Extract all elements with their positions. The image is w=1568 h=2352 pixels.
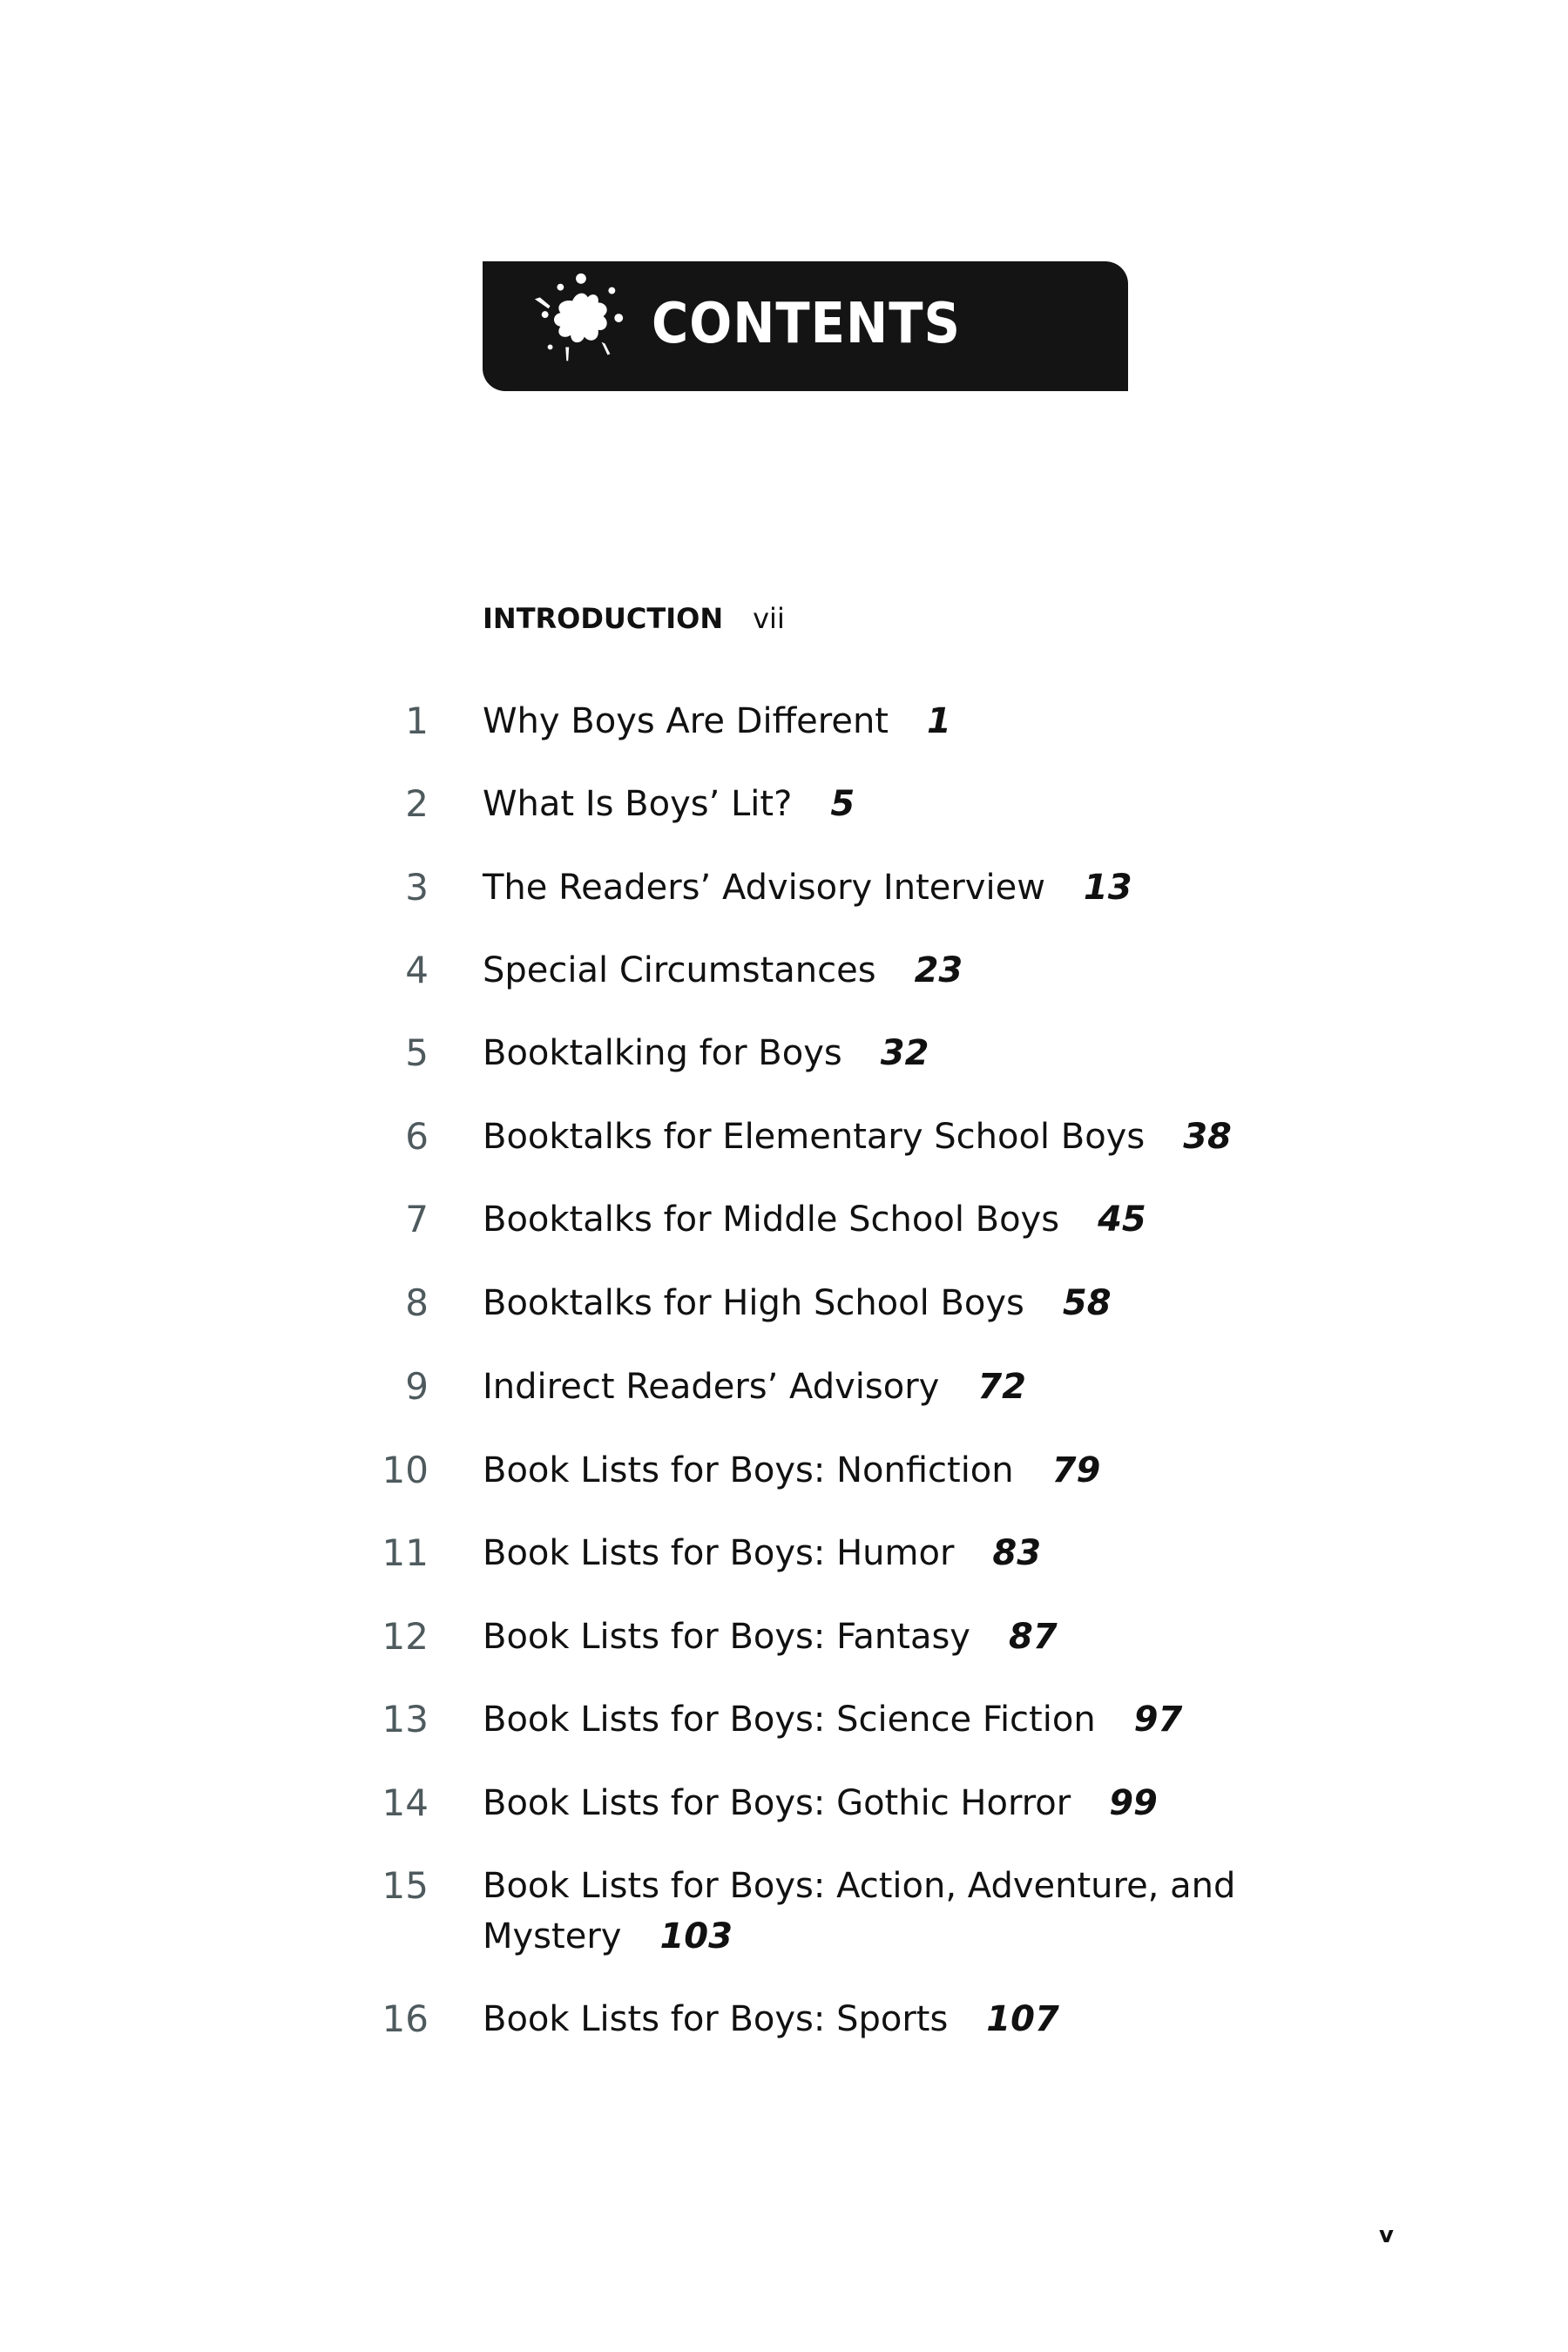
chapter-page: 45 (1098, 1200, 1146, 1240)
chapter-number: 8 (405, 1281, 429, 1324)
chapter-page: 83 (992, 1533, 1042, 1573)
chapter-number: 13 (382, 1698, 429, 1740)
chapter-page: 79 (1051, 1450, 1101, 1490)
chapter-title (483, 779, 855, 829)
chapter-page: 87 (1008, 1617, 1058, 1657)
chapter-number: 6 (405, 1115, 429, 1158)
chapter-number: 4 (405, 949, 429, 991)
chapter-number: 15 (382, 1864, 429, 1907)
chapter-number: 7 (405, 1198, 429, 1240)
chapter-title (483, 1861, 1267, 1962)
chapter-page: 58 (1062, 1283, 1112, 1323)
chapter-number: 10 (382, 1449, 429, 1491)
chapter-title (483, 1778, 1158, 1828)
chapter-title (483, 1445, 1100, 1496)
chapter-page: 32 (880, 1033, 929, 1073)
chapter-title (483, 1112, 1232, 1162)
chapter-title-text: Book Lists for Boys: Science Fiction (483, 1700, 1096, 1740)
chapter-title-text: Booktalks for High School Boys (483, 1283, 1024, 1323)
chapter-page: 1 (926, 701, 951, 741)
chapter-title-text: The Readers’ Advisory Interview (483, 868, 1045, 908)
chapter-number: 9 (405, 1365, 429, 1408)
chapter-title (483, 1694, 1182, 1745)
chapter-title-text: Book Lists for Boys: Sports (483, 1999, 949, 2039)
chapter-title-text: Book Lists for Boys: Gothic Horror (483, 1783, 1071, 1823)
chapter-title (483, 1194, 1146, 1245)
chapter-page: 38 (1183, 1117, 1232, 1157)
chapter-title-text: Special Circumstances (483, 950, 876, 990)
introduction-page: vii (753, 602, 785, 635)
chapter-page: 103 (659, 1916, 733, 1957)
chapter-title-text: Booktalks for Elementary School Boys (483, 1117, 1146, 1157)
chapter-title (483, 1362, 1026, 1412)
page-title: CONTENTS (652, 292, 961, 356)
chapter-number: 3 (405, 866, 429, 909)
page-number: v (1379, 2222, 1394, 2248)
chapter-number: 5 (405, 1031, 429, 1074)
chapter-page: 23 (914, 950, 963, 990)
chapter-title (483, 696, 951, 747)
chapter-page: 97 (1133, 1700, 1183, 1740)
chapter-title (483, 1528, 1041, 1578)
chapter-number: 12 (382, 1615, 429, 1658)
chapter-title-text: Book Lists for Boys: Fantasy (483, 1617, 970, 1657)
chapter-title (483, 945, 963, 996)
chapter-title-text: Booktalks for Middle School Boys (483, 1200, 1060, 1240)
chapter-page: 99 (1109, 1783, 1158, 1823)
chapter-title-text: What Is Boys’ Lit? (483, 784, 793, 824)
introduction-label: INTRODUCTION (483, 602, 724, 635)
chapter-number: 16 (382, 1997, 429, 2040)
chapter-number: 14 (382, 1781, 429, 1824)
chapter-title-text: Book Lists for Boys: Humor (483, 1533, 955, 1573)
chapter-page: 5 (830, 784, 855, 824)
chapter-title-text: Indirect Readers’ Advisory (483, 1367, 940, 1407)
chapter-title-text: Book Lists for Boys: Nonfiction (483, 1450, 1014, 1490)
chapter-title-text: Book Lists for Boys: Action, Adventure, and Mystery (483, 1866, 1236, 1957)
chapter-page: 13 (1083, 868, 1132, 908)
chapter-page: 72 (977, 1367, 1026, 1407)
chapter-number: 2 (405, 782, 429, 825)
chapter-title (483, 1994, 1059, 2044)
chapter-title (483, 862, 1132, 913)
chapter-title-text: Why Boys Are Different (483, 701, 889, 741)
chapter-title (483, 1612, 1058, 1662)
chapter-page: 107 (986, 1999, 1059, 2039)
chapter-title (483, 1028, 929, 1078)
chapter-number: 1 (405, 700, 429, 742)
chapter-title (483, 1278, 1112, 1328)
chapter-title-text: Booktalking for Boys (483, 1033, 842, 1073)
chapter-number: 11 (382, 1531, 429, 1574)
